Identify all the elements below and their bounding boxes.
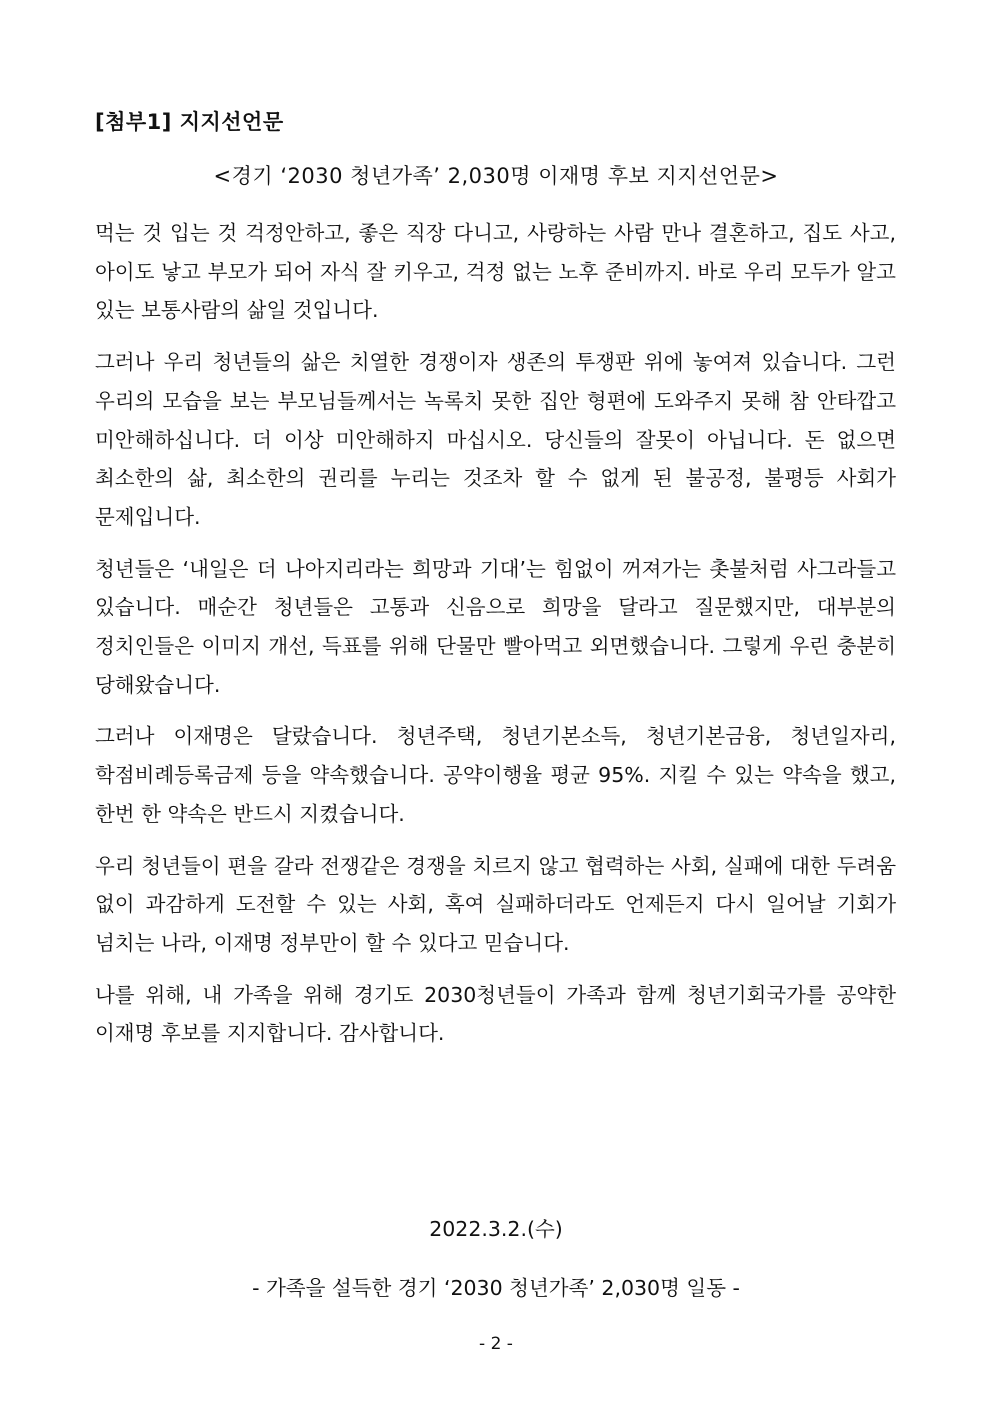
- paragraph-5: 우리 청년들이 편을 갈라 전쟁같은 경쟁을 치르지 않고 협력하는 사회, 실패에 대한 두려움 없이 과감하게 도전할 수 있는 사회, 혹여 실패하더라도 언제든지 다시 일어날 기회가 넘치는 나라, 이재명 정부만이 할 수 있다고 믿습니다.: [95, 853, 896, 955]
- declaration-body: [95, 214, 896, 1066]
- page-number: - 2 -: [479, 1334, 513, 1354]
- signature-line: - 가족을 설득한 경기 ‘2030 청년가족’ 2,030명 일동 -: [252, 1276, 740, 1300]
- paragraph-4: 그러나 이재명은 달랐습니다. 청년주택, 청년기본소득, 청년기본금융, 청년일자리, 학점비례등록금제 등을 약속했습니다. 공약이행율 평균 95%. 지킬 수 있는 약속을 했고, 한번 한 약속은 반드시 지켰습니다.: [95, 724, 896, 826]
- document-title: <경기 ‘2030 청년가족’ 2,030명 이재명 후보 지지선언문>: [213, 164, 779, 188]
- attachment-title: [첨부1] 지지선언문: [95, 110, 284, 134]
- paragraph-2: 그러나 우리 청년들의 삶은 치열한 경쟁이자 생존의 투쟁판 위에 놓여져 있습니다. 그런 우리의 모습을 보는 부모님들께서는 녹록치 못한 집안 형편에 도와주지 못해 참 안타깝고 미안해하십니다. 더 이상 미안해하지 마십시오. 당신들의 잘못이 아닙니다. 돈 없으면 최소한의 삶, 최소한의 권리를 누리는 것조차 할 수 없게 된 불공정, 불평등 사회가 문제입니다.: [95, 350, 896, 529]
- paragraph-3: 청년들은 ‘내일은 더 나아지리라는 희망과 기대’는 힘없이 꺼져가는 촛불처럼 사그라들고 있습니다. 매순간 청년들은 고통과 신음으로 희망을 달라고 질문했지만, 대부분의 정치인들은 이미지 개선, 득표를 위해 단물만 빨아먹고 외면했습니다. 그렇게 우린 충분히 당해왔습니다.: [95, 556, 896, 697]
- paragraph-1: 먹는 것 입는 것 걱정안하고, 좋은 직장 다니고, 사랑하는 사람 만나 결혼하고, 집도 사고, 아이도 낳고 부모가 되어 자식 잘 키우고, 걱정 없는 노후 준비까지. 바로 우리 모두가 알고 있는 보통사람의 삶일 것입니다.: [95, 221, 896, 323]
- paragraph-6: 나를 위해, 내 가족을 위해 경기도 2030청년들이 가족과 함께 청년기회국가를 공약한 이재명 후보를 지지합니다. 감사합니다.: [95, 982, 896, 1046]
- declaration-date: 2022.3.2.(수): [429, 1217, 563, 1241]
